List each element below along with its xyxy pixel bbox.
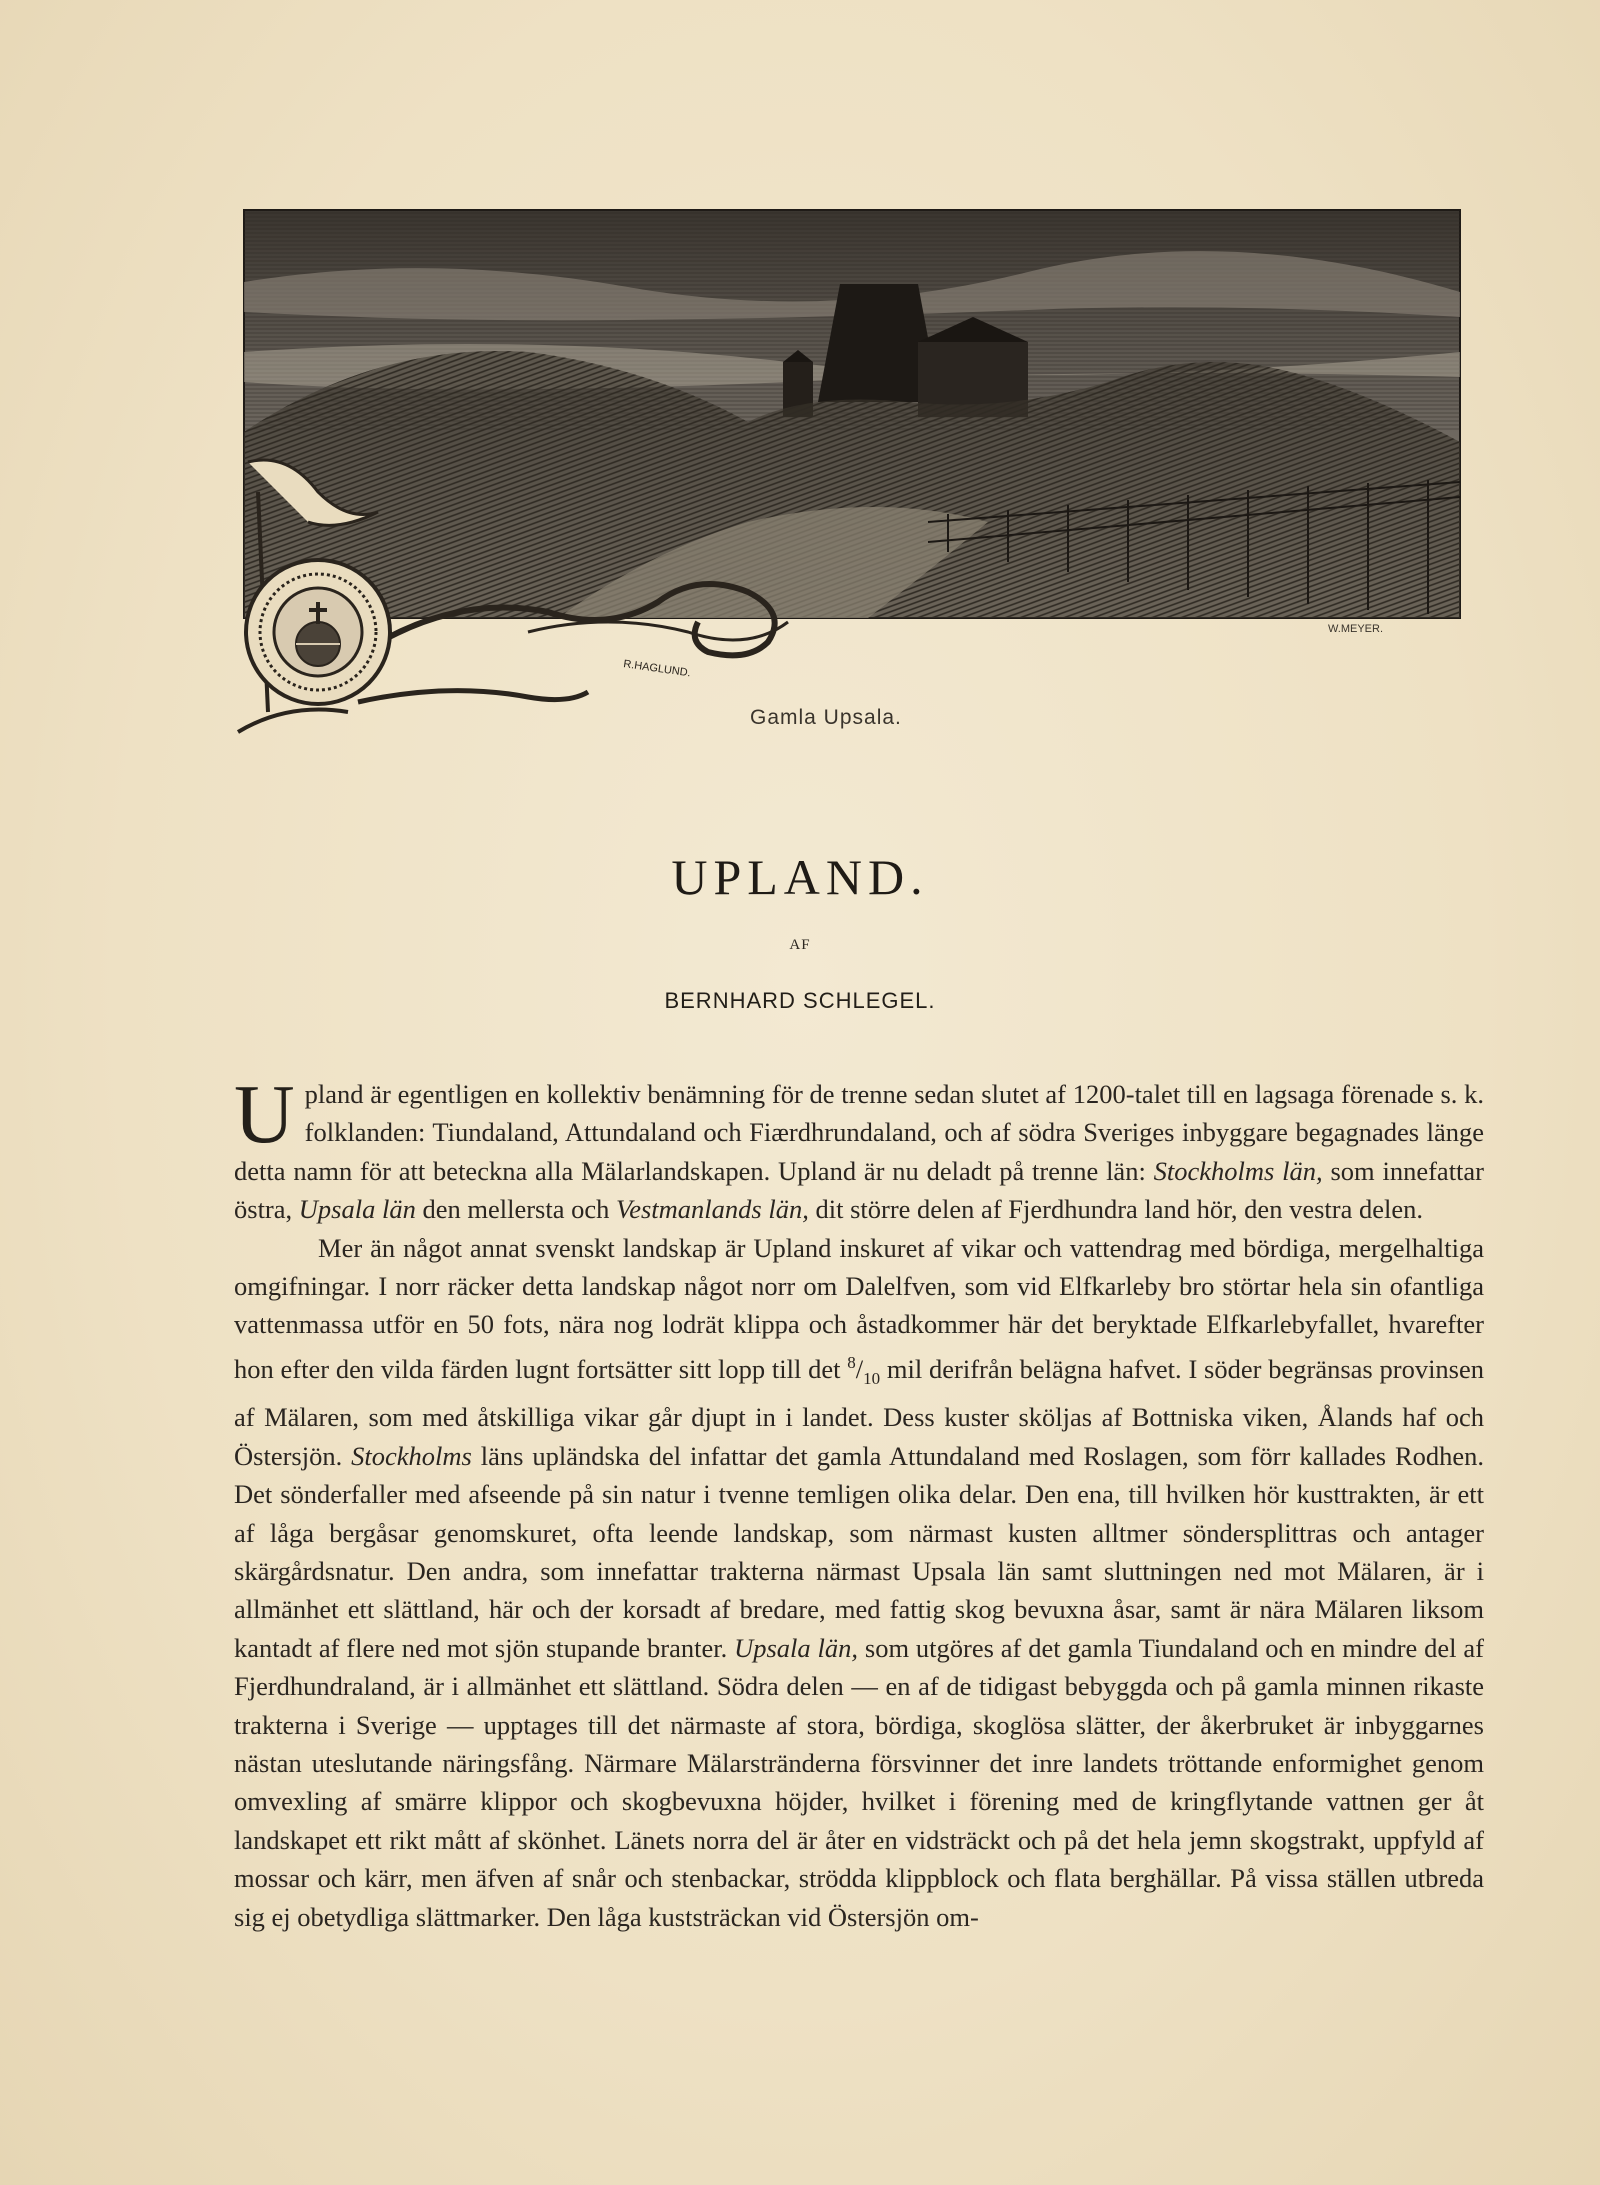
text-span: pland är egentligen en kollektiv benämning för de trenne sedan slutet af 1200-talet till en lagsaga förenade s. k. folklanden: Tiundaland, Attundaland och Fiærdhrundaland, och af södra Sveriges inbyggare begagnades länge detta namn för att beteckna alla Mälarlandskapen. Upland är nu deladt på trenne län:	[234, 1079, 1484, 1186]
italic-span: Stockholms	[351, 1440, 472, 1471]
paragraph-2: Mer än något annat svenskt landskap är Upland inskuret af vikar och vattendrag med bördiga, mergelhaltiga omgifningar. I norr räcker detta landskap något norr om Dalelfven, som vid Elfkarleby bro störtar hela sin ofantliga vattenmassa utför en 50 fots, nära nog lodrät klippa och åstadkommer här det beryktade Elfkarlebyfallet, hvarefter hon efter den vilda färden lugnt fortsätter sitt lopp till $\det ^8/_{10}$ mil derifrån belägna hafvet. I söder begränsas provinsen af Mälaren, som med åtskilliga vikar går djupt in i landet. Dess kuster sköljas af Bottniska viken, Ålands haf och Östersjön. Stockholms läns upländska del infattar det gamla Attundaland med Roslagen, som förr kallades Rodhen. Det sönderfaller med afseende på sin natur i tvenne temligen olika delar. Den ena, till hvilken hör kusttrakten, är ett af låga bergåsar genomskuret, ofta leende landskap, som närmast kusten alltmer söndersplittras och antager skärgårdsnatur. Den andra, som innefattar trakterna närmast Upsala län samt sluttningen ned mot Mälaren, är i allmänhet ett slättland, här och der korsadt af bredare, med fattig skog bevuxna åsar, samt är nära Mälaren liksom kantadt af flere ned mot sjön stupande branter. Upsala län, som utgöres af det gamla Tiundaland och en mindre del af Fjerdhundraland, är i allmänhet ett slättland. Södra delen — en af de tidigast bebyggda och på gamla minnen rikaste trakterna i Sverige — upptages till det närmaste af stora, bördiga, skoglösa slätter, der åkerbruket är inbyggarnes nästan uteslutande näringsfång. Närmare Mälarstränderna försvinner det inre landets tröttande enformighet genom omvexling af smärre klippor och skogbevuxna höjder, hvilket i förening med de kringflytande vattnen ger åt landskapet ett rikt mått af skönhet. Länets norra del är åter en vidsträckt och på det hela jemn skogstrakt, uppfyld af mossar och kärr, men äfven af snår och stenbackar, strödda klippblock och flata berghällar. På vissa ställen utbreda sig ej obetydliga slättmarker. Den låga kuststräckan vid Östersjön om-	[234, 1232, 1485, 1932]
text-span: som utgöres af det gamla Tiundaland och en mindre del af Fjerdhundraland, är i allmänhet ett slättland. Södra delen — en af de tidigast bebyggda och på gamla minnen rikaste trakterna i Sverige — upptages till det närmaste af stora, bördiga, skoglösa slätter, der åkerbruket är inbyggarnes nästan uteslutande näringsfång. Närmare Mälarstränderna försvinner det inre landets tröttande enformighet genom omvexling af smärre klippor och skogbevuxna höjder, hvilket i förening med de kringflytande vattnen ger åt landskapet ett rikt mått af skönhet. Länets norra del är åter en vidsträckt och på det hela jemn skogstrakt, uppfyld af mossar och kärr, men äfven af snår och stenbackar, strödda klippblock och flata berghällar. På vissa ställen utbreda sig ej obetydliga slättmarker. Den låga kuststräckan vid Östersjön om-	[234, 1632, 1484, 1932]
af-label: AF	[789, 937, 811, 953]
author-name: BERNHARD SCHLEGEL.	[664, 988, 936, 1013]
italic-span: Vestmanlands län,	[615, 1194, 809, 1225]
italic-span: Upsala län	[298, 1194, 416, 1225]
italic-span: Stockholms län,	[1153, 1155, 1323, 1186]
coat-of-arms-seal	[246, 560, 390, 704]
text-span: som innefattar östra,	[234, 1155, 1485, 1225]
fraction-numerator: 8	[847, 1352, 856, 1372]
engraver-left: R.HAGLUND.	[622, 658, 692, 680]
engraving-gamla-upsala	[228, 192, 1468, 742]
text-span: läns upländska del infattar det gamla Attundaland med Roslagen, som förr kallades Rodhen. Det sönderfaller med afseende på sin natur i tvenne temligen olika delar. Den ena, till hvilken hör kusttrakten, är ett af låga bergåsar genomskuret, ofta leende landskap, som närmast kusten alltmer söndersplittras och antager skärgårdsnatur. Den andra, som innefattar trakterna närmast Upsala län samt sluttningen ned mot Mälaren, är i allmänhet ett slättland, här och der korsadt af bredare, med fattig skog bevuxna åsar, samt är nära Mälaren liksom kantadt af flere ned mot sjön stupande branter.	[234, 1440, 1485, 1663]
text-span: mil derifrån belägna hafvet. I söder begränsas provinsen af Mälaren, som med åtskilliga vikar går djupt in i landet. Dess kuster sköljas af Bottniska viken, Ålands haf och Östersjön.	[234, 1353, 1485, 1471]
italic-span: Upsala län,	[734, 1632, 859, 1663]
page-title: UPLAND.	[671, 849, 929, 905]
engraving-svg	[228, 192, 1468, 742]
fraction-denominator: 10	[863, 1368, 881, 1388]
illustration-caption: Gamla Upsala.	[750, 706, 902, 729]
text-span: den mellersta och	[415, 1194, 616, 1225]
drop-cap: U	[234, 1068, 295, 1161]
text-span: Mer än något annat svenskt landskap är Upland inskuret af vikar och vattendrag med bördiga, mergelhaltiga omgifningar. I norr räcker detta landskap något norr om Dalelfven, som vid Elfkarleby bro störtar hela sin ofantliga vattenmassa utför en 50 fots, nära nog lodrät klippa och åstadkommer här det beryktade Elfkarlebyfallet, hvarefter hon efter den vilda färden lugnt fortsätter sitt lopp till det	[234, 1232, 1484, 1384]
paragraph-1	[234, 1068, 1485, 1229]
body-text	[234, 1068, 1485, 1936]
text-span: dit större delen af Fjerdhundra land hör, den vestra delen.	[808, 1194, 1423, 1225]
engraver-right: W.MEYER.	[1328, 623, 1384, 635]
